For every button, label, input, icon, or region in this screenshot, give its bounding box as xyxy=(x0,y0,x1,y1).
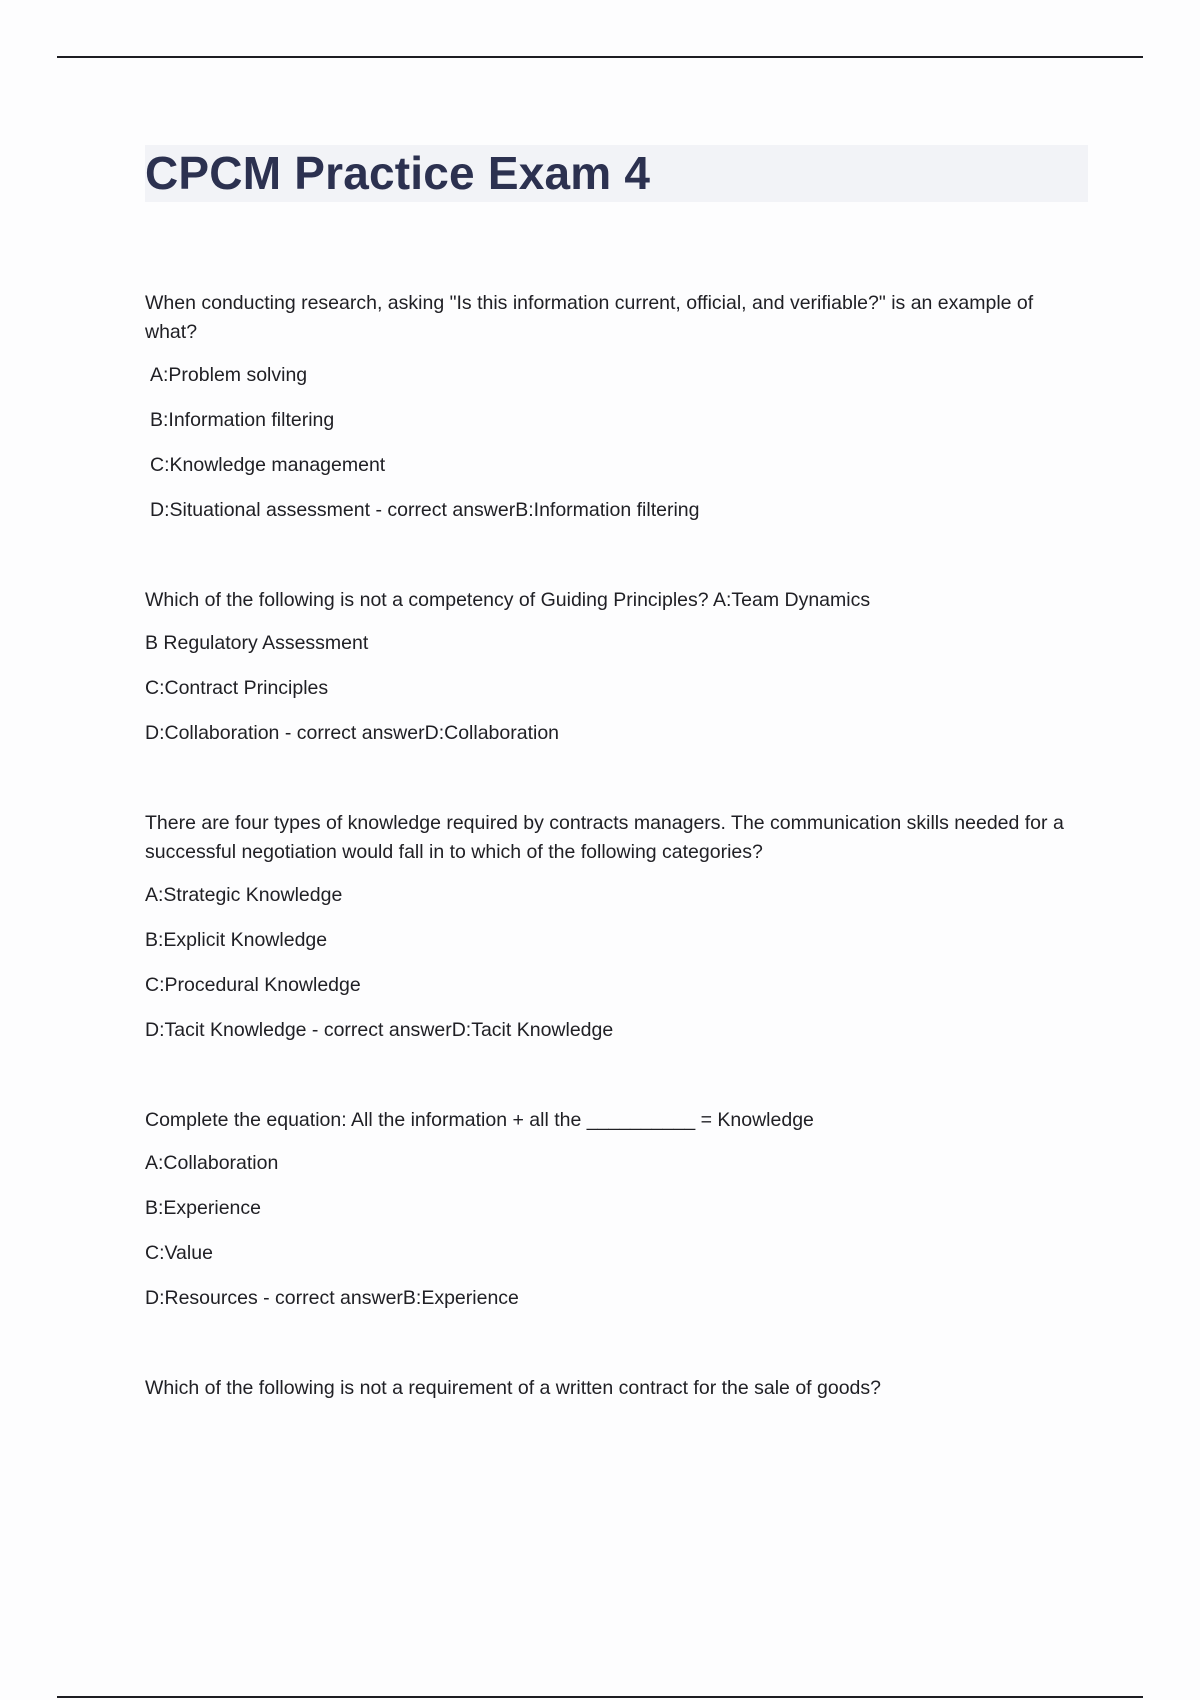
answer-option: C:Contract Principles xyxy=(145,677,329,699)
question-text: Which of the following is not a requirement of a written contract for the sale of goods? xyxy=(145,1377,881,1399)
answer-option-with-correct-answer: D:Tacit Knowledge - correct answerD:Tacit Knowledge xyxy=(145,1019,614,1041)
question-block xyxy=(145,1106,1090,1313)
answer-option: A:Problem solving xyxy=(150,364,308,386)
exam-content xyxy=(145,289,1090,1464)
answer-option: B Regulatory Assessment xyxy=(145,632,369,654)
answer-option: B:Information filtering xyxy=(150,409,335,431)
question-block xyxy=(145,1374,1090,1403)
question-text: When conducting research, asking "Is this information current, official, and verifiable?" is an example of what? xyxy=(145,292,1034,343)
answer-option-with-correct-answer: D:Collaboration - correct answerD:Collaboration xyxy=(145,722,560,744)
question-text: Complete the equation: All the information + all the __________ = Knowledge xyxy=(145,1109,814,1131)
answer-option: C:Procedural Knowledge xyxy=(145,974,361,996)
question-block xyxy=(145,586,1090,748)
answer-option: B:Experience xyxy=(145,1197,261,1219)
question-block xyxy=(145,809,1090,1045)
page-title: CPCM Practice Exam 4 xyxy=(145,147,651,199)
question-text: Which of the following is not a competency of Guiding Principles? A:Team Dynamics xyxy=(145,589,871,611)
answer-option-with-correct-answer: D:Resources - correct answerB:Experience xyxy=(145,1287,519,1309)
answer-option: C:Knowledge management xyxy=(150,454,386,476)
answer-option: B:Explicit Knowledge xyxy=(145,929,328,951)
bottom-rule xyxy=(57,1696,1143,1698)
answer-option: C:Value xyxy=(145,1242,213,1264)
answer-option: A:Strategic Knowledge xyxy=(145,884,343,906)
answer-option: A:Collaboration xyxy=(145,1152,279,1174)
question-text: There are four types of knowledge required by contracts managers. The communication skills needed for a successful negotiation would fall in to which of the following categories? xyxy=(145,812,1064,863)
answer-option-with-correct-answer: D:Situational assessment - correct answerB:Information filtering xyxy=(150,499,700,521)
question-block xyxy=(145,289,1090,525)
top-rule xyxy=(57,56,1143,58)
